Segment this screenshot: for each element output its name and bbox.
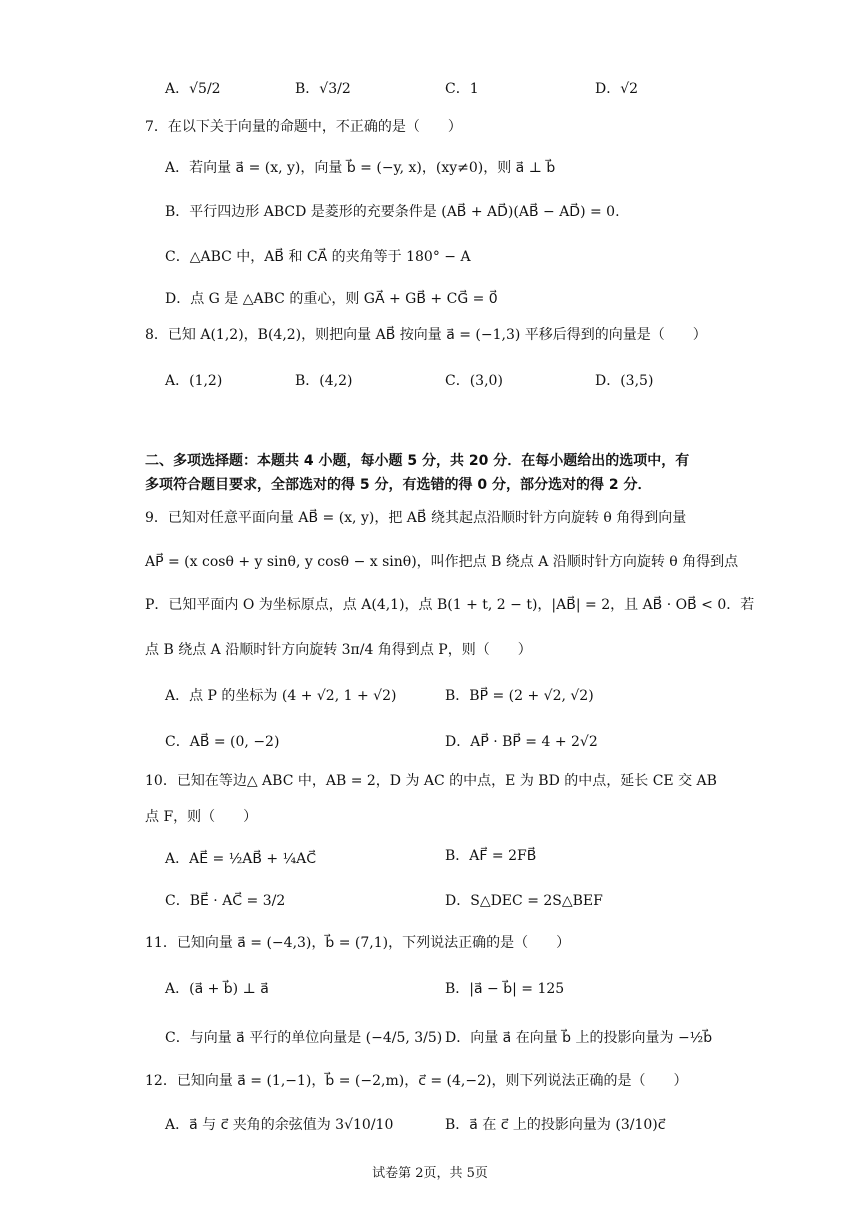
- q9-option-a: A．点 P 的坐标为 (4 + √2, 1 + √2): [165, 688, 397, 704]
- q10-line2: 点 F，则（ ）: [145, 809, 258, 825]
- q7-option-a: A．若向量 a⃗ = (x, y)，向量 b⃗ = (−y, x)，(xy≠0)，则 a⃗ ⊥ b⃗: [165, 160, 556, 176]
- q6-option-c: C．1: [445, 81, 479, 97]
- q6-option-a: A．√5/2: [165, 81, 221, 97]
- q11-option-a: A．(a⃗ + b⃗) ⊥ a⃗: [165, 981, 269, 997]
- q6-option-d: D．√2: [595, 81, 639, 97]
- q8-option-b: B．(4,2): [295, 373, 353, 389]
- q8-option-d: D．(3,5): [595, 373, 654, 389]
- q12-option-a: A．a⃗ 与 c⃗ 夹角的余弦值为 3√10/10: [165, 1117, 394, 1133]
- q11-stem: 11．已知向量 a⃗ = (−4,3)，b⃗ = (7,1)，下列说法正确的是（ ）: [145, 935, 571, 951]
- q7-option-b: B．平行四边形 ABCD 是菱形的充要条件是 (AB⃗ + AD⃗)(AB⃗ − AD⃗) = 0.: [165, 204, 620, 220]
- q9-option-c: C．AB⃗ = (0, −2): [165, 734, 280, 750]
- q11-option-d: D．向量 a⃗ 在向量 b⃗ 上的投影向量为 −½b⃗: [445, 1030, 713, 1046]
- q7-stem: 7．在以下关于向量的命题中，不正确的是（ ）: [145, 119, 462, 135]
- q8-option-a: A．(1,2): [165, 373, 223, 389]
- q7-option-d: D．点 G 是 △ABC 的重心，则 GA⃗ + GB⃗ + CG⃗ = 0⃗: [165, 291, 498, 307]
- q9-line2: AP⃗ = (x cosθ + y sinθ, y cosθ − x sinθ)，叫作把点 B 绕点 A 沿顺时针方向旋转 θ 角得到点: [145, 554, 739, 570]
- section2-heading-line1: 二、多项选择题：本题共 4 小题，每小题 5 分，共 20 分．在每小题给出的选项中，有: [145, 453, 690, 469]
- q11-option-c: C．与向量 a⃗ 平行的单位向量是 (−4/5, 3/5): [165, 1030, 443, 1046]
- q12-stem: 12．已知向量 a⃗ = (1,−1)，b⃗ = (−2,m)，c⃗ = (4,−2)，则下列说法正确的是（ ）: [145, 1073, 688, 1089]
- q9-line4: 点 B 绕点 A 沿顺时针方向旋转 3π/4 角得到点 P，则（ ）: [145, 642, 532, 658]
- q9-option-d: D．AP⃗ · BP⃗ = 4 + 2√2: [445, 734, 598, 750]
- q10-option-a: A．AE⃗ = ½AB⃗ + ¼AC⃗: [165, 851, 317, 867]
- page-footer: 试卷第 2页，共 5页: [372, 1166, 488, 1181]
- section2-heading-line2: 多项符合题目要求，全部选对的得 5 分，有选错的得 0 分，部分选对的得 2 分．: [145, 477, 652, 493]
- q11-option-b: B．|a⃗ − b⃗| = 125: [445, 981, 565, 997]
- q10-option-d: D．S△DEC = 2S△BEF: [445, 893, 603, 909]
- q10-option-b: B．AF⃗ = 2FB⃗: [445, 848, 537, 864]
- q9-line1: 9．已知对任意平面向量 AB⃗ = (x, y)，把 AB⃗ 绕其起点沿顺时针方向旋转 θ 角得到向量: [145, 510, 687, 526]
- q12-option-b: B．a⃗ 在 c⃗ 上的投影向量为 (3/10)c⃗: [445, 1117, 666, 1133]
- q8-stem: 8．已知 A(1,2)，B(4,2)，则把向量 AB⃗ 按向量 a⃗ = (−1,3) 平移后得到的向量是（ ）: [145, 327, 707, 343]
- q10-line1: 10．已知在等边△ ABC 中，AB = 2，D 为 AC 的中点，E 为 BD 的中点，延长 CE 交 AB: [145, 773, 717, 789]
- q10-option-c: C．BE⃗ · AC⃗ = 3/2: [165, 893, 286, 909]
- q6-option-b: B．√3/2: [295, 81, 351, 97]
- q9-line3: P．已知平面内 O 为坐标原点，点 A(4,1)，点 B(1 + t, 2 − t)，|AB⃗| = 2，且 AB⃗ · OB⃗ < 0．若: [145, 597, 755, 613]
- q9-option-b: B．BP⃗ = (2 + √2, √2): [445, 688, 594, 704]
- q8-option-c: C．(3,0): [445, 373, 503, 389]
- q7-option-c: C．△ABC 中，AB⃗ 和 CA⃗ 的夹角等于 180° − A: [165, 249, 471, 265]
